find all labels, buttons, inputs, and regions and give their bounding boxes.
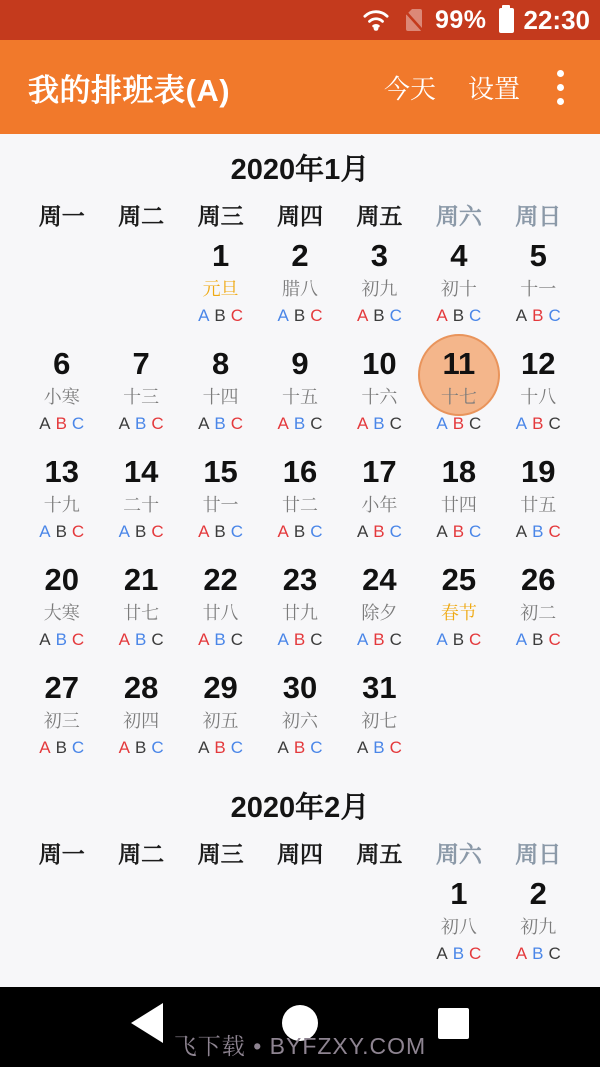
- day-shift-letters: [357, 412, 402, 436]
- day-shift-letters: [516, 942, 561, 966]
- shift-letter-c: C: [71, 414, 85, 433]
- day-lunar-label: 初七: [361, 711, 398, 731]
- shift-letter-c: C: [310, 306, 323, 325]
- back-button[interactable]: [117, 993, 177, 1053]
- day-number: 20: [44, 562, 79, 597]
- day-cell[interactable]: [340, 556, 419, 664]
- weekday-label: 周四: [276, 840, 323, 867]
- shift-letter-a: A: [356, 414, 369, 433]
- day-cell-empty: [101, 870, 180, 978]
- shift-letter-b: B: [373, 522, 385, 541]
- day-lunar-label: 廿一: [202, 495, 239, 515]
- shift-letter-b: B: [214, 522, 226, 541]
- day-shift-letters: [278, 736, 323, 760]
- shift-letter-b: B: [532, 306, 544, 325]
- weekday-label: 周六: [435, 202, 482, 229]
- day-lunar-label: 十七: [440, 387, 477, 407]
- shift-letter-b: B: [373, 306, 385, 325]
- shift-letter-b: B: [214, 414, 226, 433]
- shift-letter-c: C: [151, 630, 164, 649]
- shift-letter-b: B: [134, 414, 147, 433]
- day-lunar-label: 初十: [440, 279, 477, 299]
- weekday-header: [22, 834, 578, 870]
- shift-letter-c: C: [230, 630, 244, 649]
- recents-button[interactable]: [423, 993, 483, 1053]
- shift-letter-b: B: [452, 414, 465, 433]
- day-lunar-label: 十五: [281, 387, 318, 407]
- day-cell-empty: [101, 232, 180, 340]
- day-shift-letters: [119, 520, 164, 544]
- shift-letter-c: C: [548, 414, 561, 433]
- shift-letter-c: C: [310, 522, 323, 541]
- weekday-header: [22, 196, 578, 232]
- shift-letter-a: A: [39, 630, 51, 649]
- shift-letter-b: B: [373, 738, 385, 757]
- shift-letter-a: A: [39, 738, 51, 757]
- shift-letter-a: A: [198, 738, 210, 757]
- day-cell[interactable]: [419, 870, 498, 978]
- shift-letter-c: C: [389, 630, 402, 649]
- day-number: 1: [211, 238, 230, 273]
- day-cell[interactable]: [340, 340, 419, 448]
- day-cell-empty: [181, 870, 260, 978]
- day-shift-letters: [198, 628, 243, 652]
- day-lunar-label: 廿九: [281, 603, 318, 623]
- day-number: 13: [44, 454, 79, 489]
- day-cell[interactable]: [101, 664, 180, 772]
- day-cell[interactable]: [260, 448, 339, 556]
- shift-letter-b: B: [532, 522, 544, 541]
- weekday-label: 周六: [435, 840, 482, 867]
- day-shift-letters: [278, 628, 323, 652]
- shift-letter-c: C: [151, 522, 164, 541]
- shift-letter-b: B: [532, 414, 544, 433]
- day-cell[interactable]: [499, 232, 578, 340]
- shift-letter-b: B: [532, 944, 544, 963]
- home-circle-icon: [282, 1005, 318, 1041]
- shift-letter-b: B: [452, 306, 465, 325]
- day-shift-letters: [198, 304, 243, 328]
- shift-letter-c: C: [548, 522, 561, 541]
- day-cell-empty: [340, 870, 419, 978]
- shift-letter-c: C: [71, 630, 85, 649]
- day-shift-letters: [119, 736, 164, 760]
- shift-letter-a: A: [277, 414, 289, 433]
- days-grid: [22, 232, 578, 772]
- day-shift-letters: [39, 628, 84, 652]
- home-button[interactable]: [270, 993, 330, 1053]
- day-number: 2: [529, 876, 547, 911]
- shift-letter-a: A: [118, 630, 130, 649]
- day-shift-letters: [357, 736, 402, 760]
- day-lunar-label: 廿二: [281, 495, 318, 515]
- day-lunar-label: 十四: [202, 387, 239, 407]
- shift-letter-a: A: [436, 630, 448, 649]
- weekday-label: 周一: [38, 840, 85, 867]
- navigation-bar: [0, 987, 600, 1067]
- shift-letter-b: B: [55, 522, 67, 541]
- shift-letter-b: B: [134, 522, 147, 541]
- day-shift-letters: [436, 628, 481, 652]
- day-shift-letters: [39, 736, 84, 760]
- shift-letter-b: B: [55, 414, 67, 433]
- shift-letter-b: B: [55, 630, 67, 649]
- day-number: 6: [53, 346, 71, 381]
- day-cell[interactable]: [181, 340, 260, 448]
- shift-letter-a: A: [356, 306, 369, 325]
- shift-letter-b: B: [452, 944, 465, 963]
- weekday-label: 周三: [197, 202, 244, 229]
- day-cell[interactable]: [101, 556, 180, 664]
- day-number: 3: [370, 238, 389, 273]
- day-shift-letters: [436, 412, 481, 436]
- day-cell[interactable]: [499, 870, 578, 978]
- day-cell[interactable]: [181, 664, 260, 772]
- day-shift-letters: [516, 628, 561, 652]
- shift-letter-c: C: [151, 414, 164, 433]
- day-lunar-label: 初九: [361, 279, 398, 299]
- calendar-scroll[interactable]: [0, 134, 600, 987]
- day-lunar-label: 廿七: [123, 603, 160, 623]
- day-cell[interactable]: [260, 232, 339, 340]
- day-shift-letters: [39, 412, 84, 436]
- weekday-label: 周四: [276, 202, 323, 229]
- shift-letter-a: A: [198, 630, 210, 649]
- shift-letter-c: C: [230, 522, 244, 541]
- day-cell[interactable]: [181, 556, 260, 664]
- day-cell[interactable]: [340, 664, 419, 772]
- day-number: 16: [282, 454, 318, 489]
- day-cell-empty: [22, 870, 101, 978]
- day-cell-empty: [22, 232, 101, 340]
- shift-letter-a: A: [356, 522, 369, 541]
- shift-letter-c: C: [230, 306, 244, 325]
- watermark-text: 飞下载 • BYFZXY.COM: [173, 1033, 427, 1059]
- day-number: 2: [291, 238, 309, 273]
- shift-letter-c: C: [469, 944, 482, 963]
- day-shift-letters: [436, 520, 481, 544]
- day-number: 27: [44, 670, 79, 705]
- weekday-label: 周二: [118, 202, 165, 229]
- month-title: 2020年1月: [230, 154, 370, 186]
- day-lunar-label: 十八: [520, 387, 557, 407]
- day-lunar-label: 初八: [440, 917, 477, 937]
- day-shift-letters: [39, 520, 84, 544]
- day-shift-letters: [278, 520, 323, 544]
- day-cell[interactable]: [499, 556, 578, 664]
- day-number: 4: [450, 238, 468, 273]
- shift-letter-c: C: [548, 630, 561, 649]
- day-shift-letters: [516, 520, 561, 544]
- shift-letter-a: A: [118, 414, 130, 433]
- month-title: 2020年2月: [230, 792, 370, 824]
- shift-letter-a: A: [198, 522, 210, 541]
- shift-letter-a: A: [198, 306, 210, 325]
- shift-letter-b: B: [293, 306, 306, 325]
- day-shift-letters: [278, 304, 323, 328]
- recents-square-icon: [438, 1008, 469, 1039]
- shift-letter-b: B: [373, 414, 385, 433]
- day-number: 21: [123, 562, 159, 597]
- day-lunar-label: 初二: [520, 603, 557, 623]
- shift-letter-a: A: [515, 414, 528, 433]
- shift-letter-a: A: [515, 630, 528, 649]
- day-shift-letters: [198, 520, 243, 544]
- shift-letter-b: B: [214, 306, 226, 325]
- day-lunar-label: 初九: [520, 917, 557, 937]
- day-number: 18: [441, 454, 477, 489]
- day-lunar-label: 十一: [520, 279, 557, 299]
- shift-letter-a: A: [277, 522, 289, 541]
- day-shift-letters: [198, 412, 243, 436]
- shift-letter-c: C: [310, 414, 323, 433]
- shift-letter-c: C: [71, 738, 85, 757]
- day-lunar-label: 腊八: [281, 279, 318, 299]
- day-number: 17: [362, 454, 397, 489]
- shift-letter-a: A: [277, 630, 289, 649]
- day-cell[interactable]: [101, 340, 180, 448]
- day-shift-letters: [119, 412, 164, 436]
- shift-letter-c: C: [389, 306, 402, 325]
- shift-letter-b: B: [532, 630, 544, 649]
- battery-percent: 99%: [434, 5, 487, 34]
- status-bar: [0, 0, 600, 40]
- day-shift-letters: [436, 942, 481, 966]
- shift-letter-b: B: [214, 630, 226, 649]
- back-triangle-icon: [131, 1003, 163, 1043]
- shift-letter-a: A: [515, 944, 528, 963]
- day-shift-letters: [516, 304, 561, 328]
- day-number: 29: [203, 670, 238, 705]
- day-number: 30: [282, 670, 318, 705]
- status-time: 22:30: [523, 4, 590, 35]
- day-number: 23: [282, 562, 318, 597]
- settings-button[interactable]: 设置: [467, 73, 520, 104]
- day-number: 22: [203, 562, 238, 597]
- weekday-label: 周二: [118, 840, 165, 867]
- shift-letter-c: C: [310, 630, 323, 649]
- day-shift-letters: [357, 304, 402, 328]
- day-lunar-label: 廿五: [520, 495, 557, 515]
- day-cell[interactable]: [340, 232, 419, 340]
- shift-letter-b: B: [452, 522, 465, 541]
- shift-letter-b: B: [55, 738, 67, 757]
- day-number: 11: [442, 346, 476, 381]
- shift-letter-a: A: [118, 522, 130, 541]
- day-lunar-label: 二十: [123, 495, 160, 515]
- wifi-icon: [361, 7, 391, 33]
- shift-letter-b: B: [214, 738, 226, 757]
- day-cell[interactable]: [340, 448, 419, 556]
- day-number: 9: [291, 346, 309, 381]
- day-lunar-label: 廿八: [202, 603, 239, 623]
- shift-letter-c: C: [469, 630, 482, 649]
- today-button[interactable]: 今天: [383, 73, 436, 104]
- day-number: 26: [521, 562, 556, 597]
- day-cell[interactable]: [499, 340, 578, 448]
- day-lunar-label: 初五: [202, 711, 239, 731]
- day-lunar-label: 十六: [361, 387, 398, 407]
- shift-letter-c: C: [469, 414, 482, 433]
- day-cell[interactable]: [181, 232, 260, 340]
- day-cell[interactable]: [101, 448, 180, 556]
- shift-letter-c: C: [469, 306, 482, 325]
- day-number: 25: [441, 562, 477, 597]
- day-lunar-label: 初三: [43, 711, 80, 731]
- battery-icon: [499, 8, 514, 33]
- shift-letter-c: C: [469, 522, 482, 541]
- day-number: 31: [362, 670, 397, 705]
- shift-letter-c: C: [230, 414, 244, 433]
- day-cell[interactable]: [419, 448, 498, 556]
- day-shift-letters: [516, 412, 561, 436]
- day-cell[interactable]: [22, 340, 101, 448]
- weekday-label: 周日: [515, 840, 562, 867]
- day-shift-letters: [436, 304, 481, 328]
- day-number: 19: [521, 454, 556, 489]
- day-cell[interactable]: [419, 556, 498, 664]
- shift-letter-a: A: [39, 522, 51, 541]
- shift-letter-b: B: [452, 630, 465, 649]
- day-lunar-label: 小年: [361, 495, 398, 515]
- shift-letter-b: B: [134, 630, 147, 649]
- shift-letter-b: B: [293, 630, 306, 649]
- month-section-2: [22, 790, 578, 978]
- shift-letter-a: A: [436, 414, 448, 433]
- shift-letter-b: B: [134, 738, 147, 757]
- day-cell[interactable]: [181, 448, 260, 556]
- shift-letter-a: A: [436, 944, 448, 963]
- day-shift-letters: [198, 736, 243, 760]
- shift-letter-c: C: [548, 944, 561, 963]
- shift-letter-c: C: [548, 306, 561, 325]
- weekday-label: 周五: [356, 840, 403, 867]
- day-number: 8: [211, 346, 230, 381]
- day-cell[interactable]: [22, 664, 101, 772]
- shift-letter-c: C: [389, 738, 402, 757]
- day-cell-empty: [260, 870, 339, 978]
- shift-letter-b: B: [293, 738, 306, 757]
- no-sim-icon: [401, 7, 425, 33]
- day-lunar-label: 初四: [123, 711, 160, 731]
- shift-letter-c: C: [151, 738, 164, 757]
- app-title: 我的排班表(A): [28, 72, 231, 108]
- day-lunar-label: 廿四: [440, 495, 477, 515]
- day-cell[interactable]: [22, 556, 101, 664]
- shift-letter-a: A: [436, 522, 448, 541]
- day-cell[interactable]: [499, 448, 578, 556]
- shift-letter-a: A: [277, 738, 289, 757]
- day-shift-letters: [278, 412, 323, 436]
- month-section-1: [22, 152, 578, 772]
- day-lunar-label: 小寒: [43, 387, 80, 407]
- shift-letter-b: B: [373, 630, 385, 649]
- shift-letter-c: C: [230, 738, 244, 757]
- shift-letter-b: B: [293, 414, 306, 433]
- weekday-label: 周三: [197, 840, 244, 867]
- day-number: 10: [362, 346, 397, 381]
- shift-letter-c: C: [71, 522, 85, 541]
- day-lunar-label: 除夕: [361, 603, 398, 623]
- day-number: 1: [450, 876, 468, 911]
- shift-letter-a: A: [198, 414, 210, 433]
- shift-letter-a: A: [436, 306, 448, 325]
- day-shift-letters: [119, 628, 164, 652]
- day-shift-letters: [357, 628, 402, 652]
- day-cell[interactable]: [22, 448, 101, 556]
- weekday-label: 周日: [515, 202, 562, 229]
- day-cell[interactable]: [419, 340, 498, 448]
- day-lunar-label: 十九: [43, 495, 80, 515]
- shift-letter-a: A: [356, 738, 369, 757]
- day-shift-letters: [357, 520, 402, 544]
- days-grid: [22, 870, 578, 978]
- day-lunar-label: 春节: [440, 603, 477, 623]
- shift-letter-a: A: [118, 738, 130, 757]
- shift-letter-a: A: [39, 414, 51, 433]
- shift-letter-c: C: [389, 522, 402, 541]
- day-cell[interactable]: [260, 556, 339, 664]
- weekday-label: 周五: [356, 202, 403, 229]
- shift-letter-a: A: [515, 522, 528, 541]
- day-cell[interactable]: [260, 340, 339, 448]
- shift-letter-c: C: [310, 738, 323, 757]
- day-number: 12: [521, 346, 556, 381]
- day-number: 14: [123, 454, 159, 489]
- app-bar: [0, 40, 600, 134]
- day-lunar-label: 元旦: [202, 279, 239, 299]
- shift-letter-a: A: [515, 306, 528, 325]
- day-cell[interactable]: [419, 232, 498, 340]
- overflow-menu-icon[interactable]: [540, 63, 580, 111]
- shift-letter-a: A: [277, 306, 289, 325]
- day-lunar-label: 初六: [281, 711, 318, 731]
- day-lunar-label: 十三: [123, 387, 160, 407]
- day-number: 7: [132, 346, 150, 381]
- day-lunar-label: 大寒: [43, 603, 80, 623]
- weekday-label: 周一: [38, 202, 85, 229]
- shift-letter-a: A: [356, 630, 369, 649]
- day-number: 24: [362, 562, 397, 597]
- shift-letter-b: B: [293, 522, 306, 541]
- day-number: 15: [203, 454, 238, 489]
- day-number: 28: [123, 670, 159, 705]
- shift-letter-c: C: [389, 414, 402, 433]
- day-cell[interactable]: [260, 664, 339, 772]
- day-number: 5: [529, 238, 547, 273]
